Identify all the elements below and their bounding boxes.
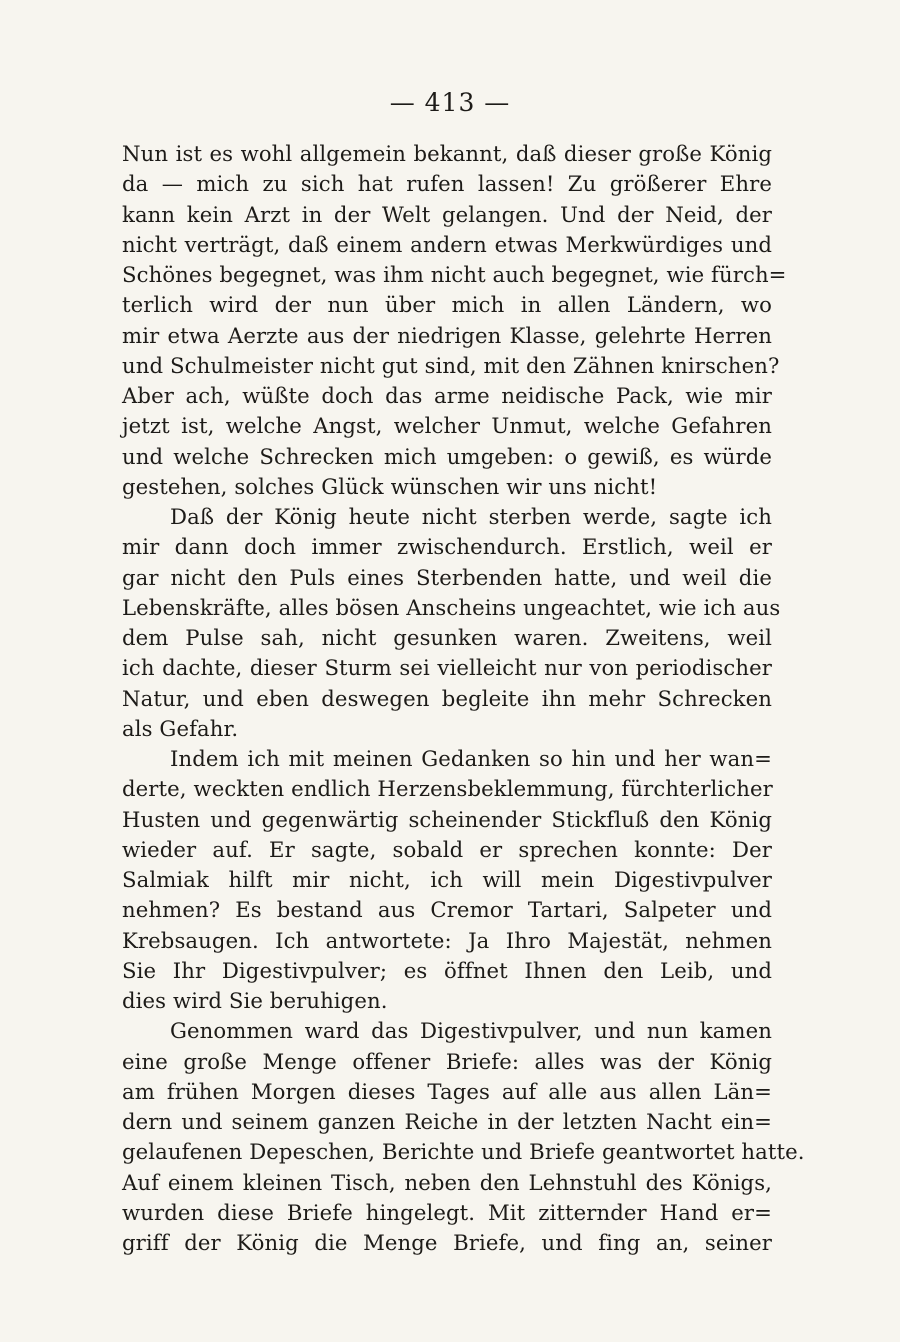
text-line: Husten und gegenwärtig scheinender Stickfluß den König <box>122 806 772 832</box>
text-line: am frühen Morgen dieses Tages auf alle aus allen Län= <box>122 1078 772 1104</box>
text-line: Lebenskräfte, alles bösen Anscheins ungeachtet, wie ich aus <box>122 594 781 620</box>
text-line: wieder auf. Er sagte, sobald er sprechen konnte: Der <box>122 836 772 862</box>
text-line: gar nicht den Puls eines Sterbenden hatte, und weil die <box>122 564 772 590</box>
text-line: Genommen ward das Digestivpulver, und nun kamen <box>170 1018 772 1044</box>
text-line: griff der König die Menge Briefe, und fing an, seiner <box>122 1230 772 1255</box>
text-line: nicht verträgt, daß einem andern etwas Merkwürdiges und <box>122 231 772 257</box>
text-line: da — mich zu sich hat rufen lassen! Zu größerer Ehre <box>122 171 772 197</box>
text-line: und Schulmeister nicht gut sind, mit den Zähnen knirschen? <box>122 352 780 378</box>
text-line: Auf einem kleinen Tisch, neben den Lehnstuhl des Königs, <box>122 1169 772 1195</box>
text-line: mir etwa Aerzte aus der niedrigen Klasse, gelehrte Herren <box>122 322 772 348</box>
text-line: Daß der König heute nicht sterben werde, sagte ich <box>170 504 772 529</box>
text-line: Nun ist es wohl allgemein bekannt, daß dieser große König <box>122 141 772 166</box>
text-line: nehmen? Es bestand aus Cremor Tartari, Salpeter und <box>122 897 772 923</box>
text-line: Krebsaugen. Ich antwortete: Ja Ihro Majestät, nehmen <box>122 927 772 953</box>
text-line: Schönes begegnet, was ihm nicht auch begegnet, wie fürch= <box>122 262 787 287</box>
text-line: terlich wird der nun über mich in allen Ländern, wo <box>122 292 772 318</box>
text-line: Aber ach, wüßte doch das arme neidische Pack, wie mir <box>122 383 772 408</box>
text-line: als Gefahr. <box>122 715 239 741</box>
text-line: dies wird Sie beruhigen. <box>122 988 388 1013</box>
text-line: wurden diese Briefe hingelegt. Mit zitternder Hand er= <box>122 1199 772 1225</box>
page-number: — 413 — <box>389 88 511 117</box>
text-line: kann kein Arzt in der Welt gelangen. Und der Neid, der <box>122 201 772 227</box>
text-line: jetzt ist, welche Angst, welcher Unmut, welche Gefahren <box>122 413 772 439</box>
text-line: Salmiak hilft mir nicht, ich will mein Digestivpulver <box>122 867 772 892</box>
text-line: dem Pulse sah, nicht gesunken waren. Zweitens, weil <box>122 625 772 650</box>
text-line: gestehen, solches Glück wünschen wir uns nicht! <box>122 473 658 499</box>
text-line: gelaufenen Depeschen, Berichte und Briefe geantwortet hatte. <box>122 1139 805 1165</box>
text-line: ich dachte, dieser Sturm sei vielleicht nur von periodischer <box>122 655 772 681</box>
text-line: Indem ich mit meinen Gedanken so hin und her wan= <box>170 746 772 771</box>
text-line: derte, weckten endlich Herzensbeklemmung, fürchterlicher <box>122 776 773 802</box>
text-line: eine große Menge offener Briefe: alles was der König <box>122 1048 772 1074</box>
text-line: mir dann doch immer zwischendurch. Erstlich, weil er <box>122 534 772 560</box>
text-line: Natur, und eben deswegen begleite ihn mehr Schrecken <box>122 685 772 711</box>
body-text <box>122 139 805 1258</box>
text-line: Sie Ihr Digestivpulver; es öffnet Ihnen den Leib, und <box>122 957 772 983</box>
text-line: und welche Schrecken mich umgeben: o gewiß, es würde <box>122 443 772 469</box>
text-line: dern und seinem ganzen Reiche in der letzten Nacht ein= <box>122 1109 772 1134</box>
